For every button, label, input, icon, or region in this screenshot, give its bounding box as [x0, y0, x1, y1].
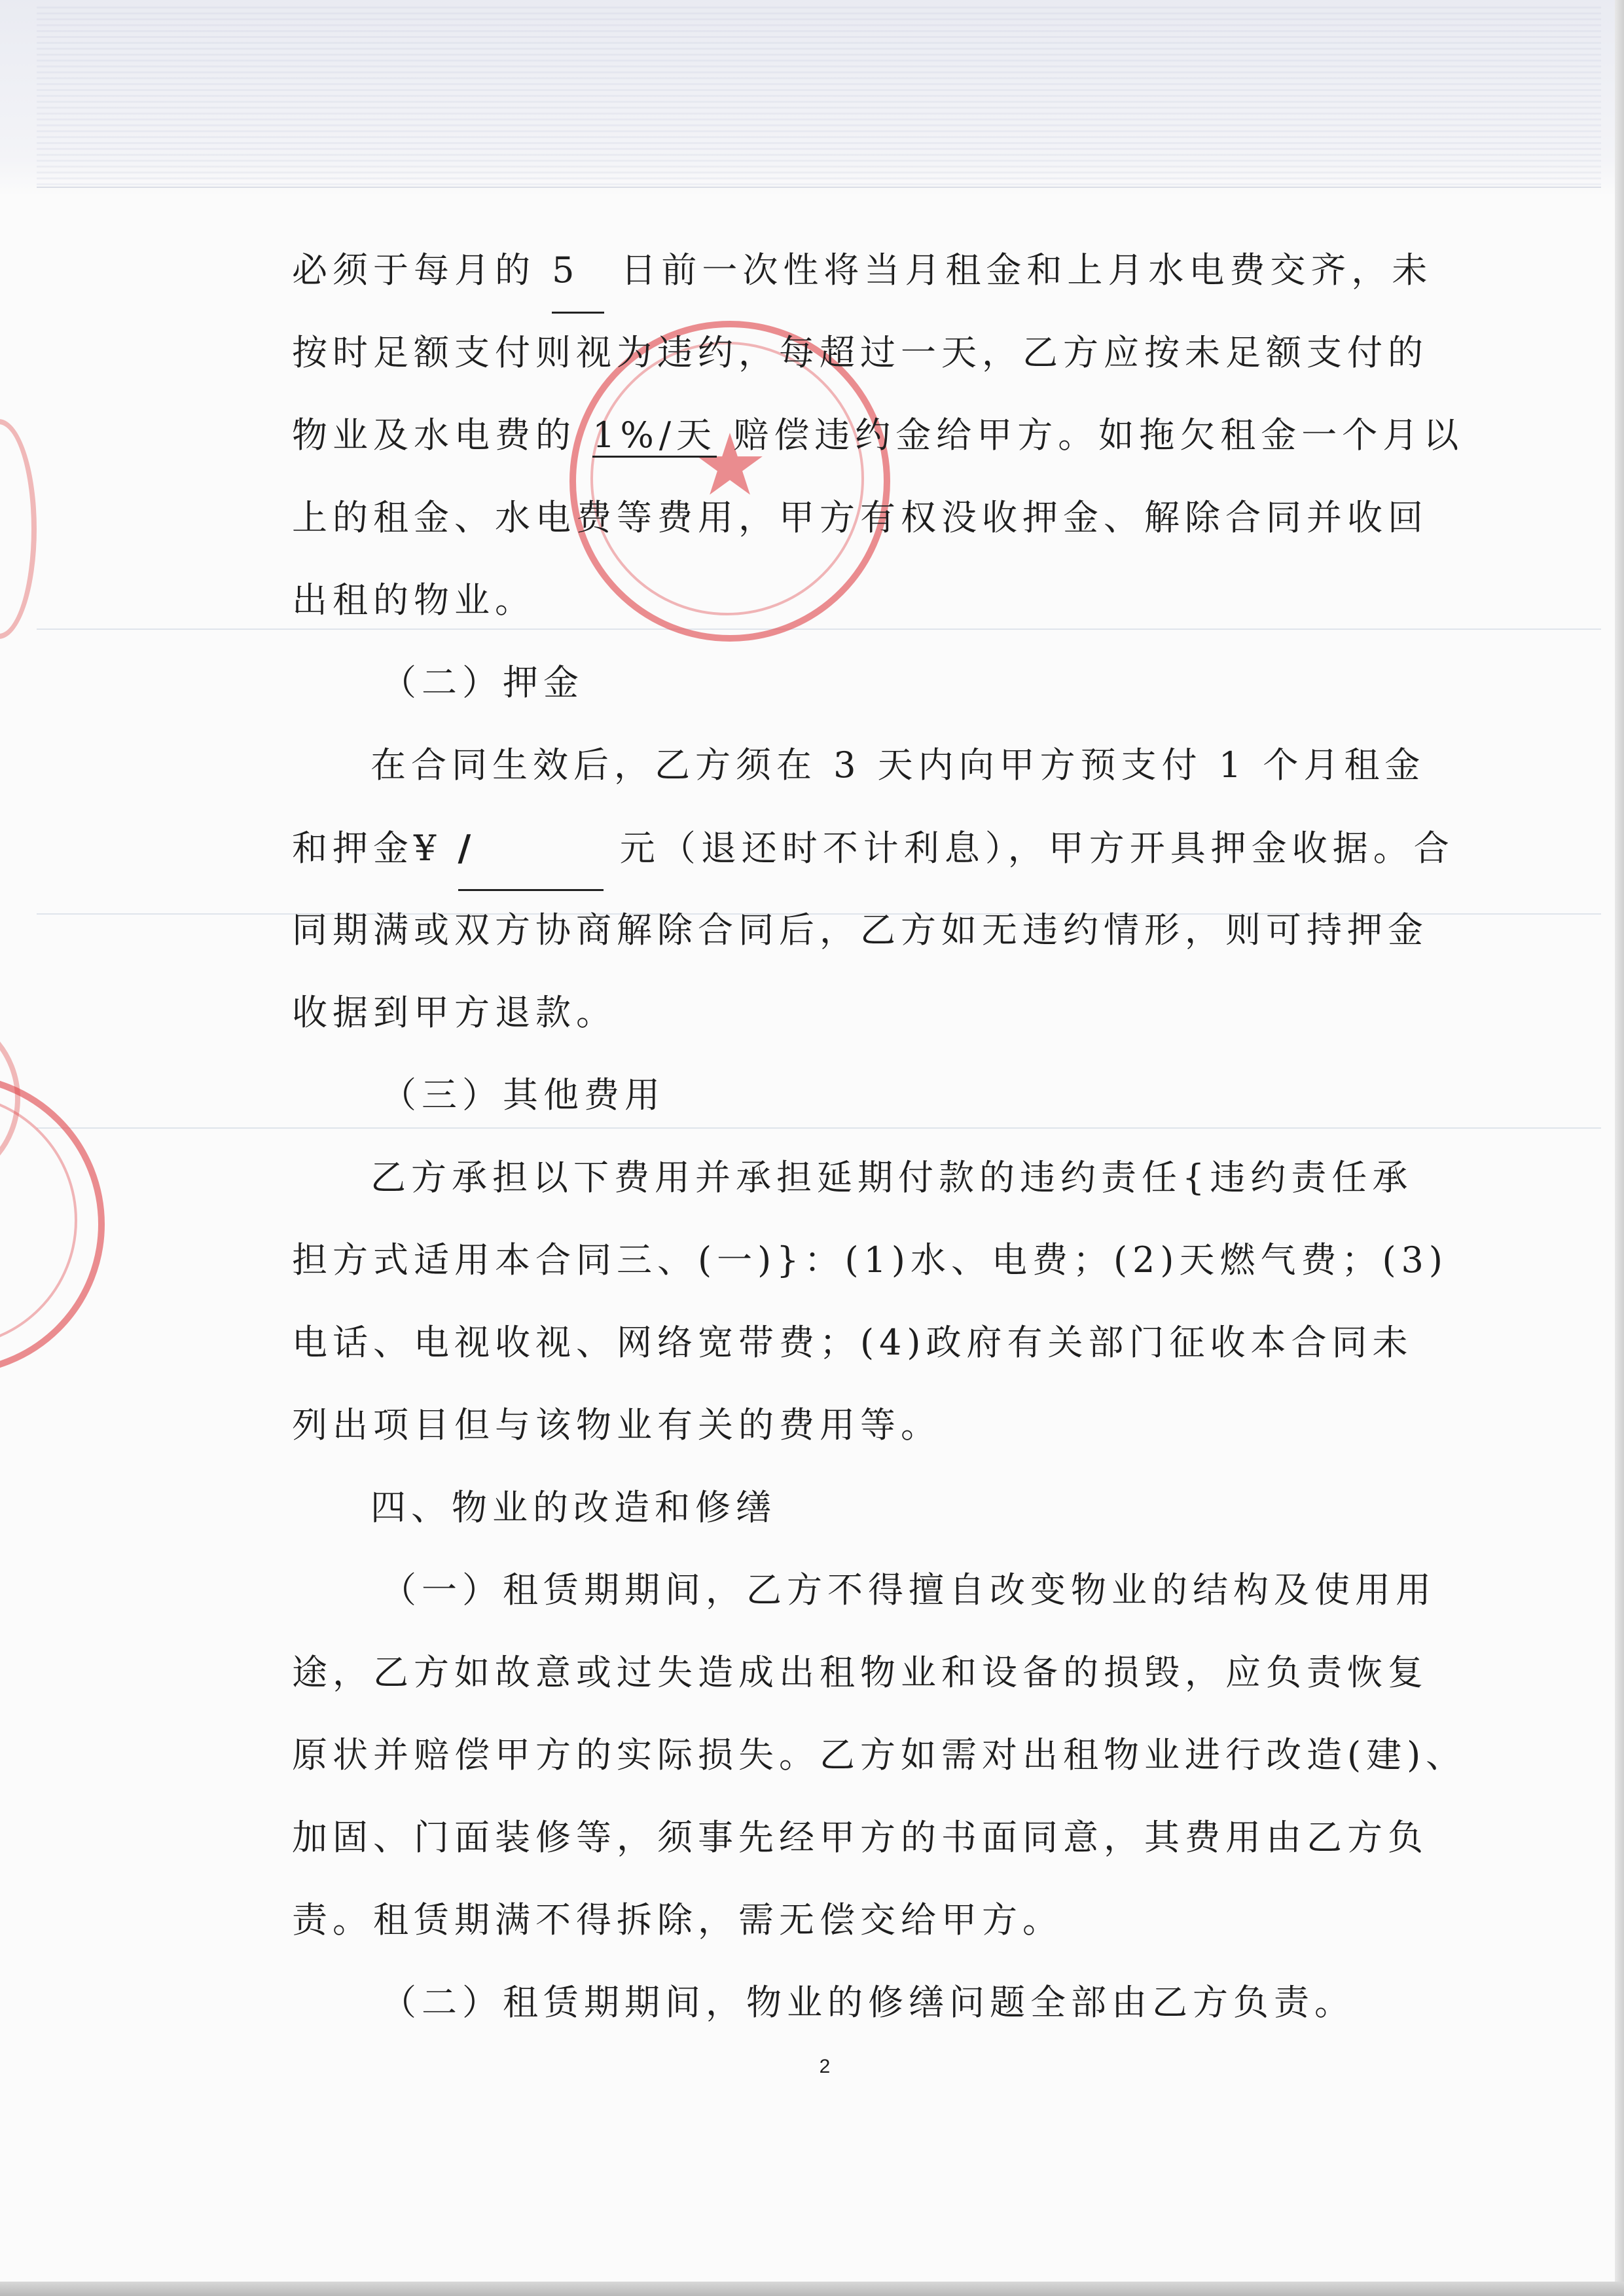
scan-right-edge	[1615, 0, 1624, 2296]
section-heading-four: 四、物业的改造和修缮	[370, 1487, 776, 1528]
text-line: 担方式适用本合同三、(一)}：(1)水、电费；(2)天燃气费；(3)	[292, 1239, 1448, 1281]
seal-arc-fragment-top	[0, 419, 37, 639]
text-line: 在合同生效后，乙方须在 3 天内向甲方预支付 1 个月租金	[370, 744, 1426, 786]
deposit-amount-blank: /	[458, 807, 604, 891]
text-line	[292, 229, 1433, 312]
seal-star-icon: ★	[691, 415, 768, 515]
text-line	[292, 807, 1454, 889]
text-line	[292, 394, 1464, 477]
text-line: 同期满或双方协商解除合同后，乙方如无违约情形，则可持押金	[292, 909, 1428, 951]
text-line: （二）租赁期期间，物业的修缮问题全部由乙方负责。	[381, 1982, 1355, 2023]
text-line: 出租的物业。	[292, 579, 535, 621]
text-line: 责。租赁期满不得拆除，需无偿交给甲方。	[292, 1899, 1063, 1941]
text-line: 上的租金、水电费等费用，甲方有权没收押金、解除合同并收回	[292, 497, 1428, 538]
text-line: 途，乙方如故意或过失造成出租物业和设备的损毁，应负责恢复	[292, 1652, 1428, 1693]
text-segment: 赔偿违约金给甲方。如拖欠租金一个月以	[733, 414, 1464, 456]
text-line: 电话、电视收视、网络宽带费；(4)政府有关部门征收本合同未	[292, 1322, 1413, 1363]
page-number: 2	[819, 2056, 831, 2077]
text-line: 加固、门面装修等，须事先经甲方的书面同意，其费用由乙方负	[292, 1817, 1428, 1858]
text-segment: 和押金¥	[292, 828, 442, 869]
text-segment: 物业及水电费的	[292, 414, 576, 456]
text-line: （一）租赁期期间，乙方不得擅自改变物业的结构及使用用	[381, 1569, 1436, 1611]
text-segment: 日前一次性将当月租金和上月水电费交齐，未	[621, 249, 1433, 291]
scan-header-band	[37, 7, 1601, 188]
section-heading-other-fees: （三）其他费用	[381, 1074, 665, 1116]
penalty-rate: 1%/天	[592, 414, 717, 458]
text-line: 列出项目但与该物业有关的费用等。	[292, 1404, 941, 1446]
text-line: 按时足额支付则视为违约，每超过一天，乙方应按未足额支付的	[292, 332, 1428, 373]
payment-day-blank: 5	[552, 229, 604, 314]
scan-bottom-edge	[0, 2282, 1624, 2296]
text-line: 收据到甲方退款。	[292, 992, 617, 1033]
text-line: 乙方承担以下费用并承担延期付款的违约责任{违约责任承	[370, 1157, 1413, 1198]
text-line: 原状并赔偿甲方的实际损失。乙方如需对出租物业进行改造(建)、	[292, 1734, 1467, 1776]
contract-body	[292, 229, 1467, 2044]
text-segment: 元（退还时不计利息），甲方开具押金收据。合	[619, 828, 1454, 869]
section-heading-deposit: （二）押金	[381, 662, 584, 703]
text-segment: 必须于每月的	[292, 249, 535, 291]
